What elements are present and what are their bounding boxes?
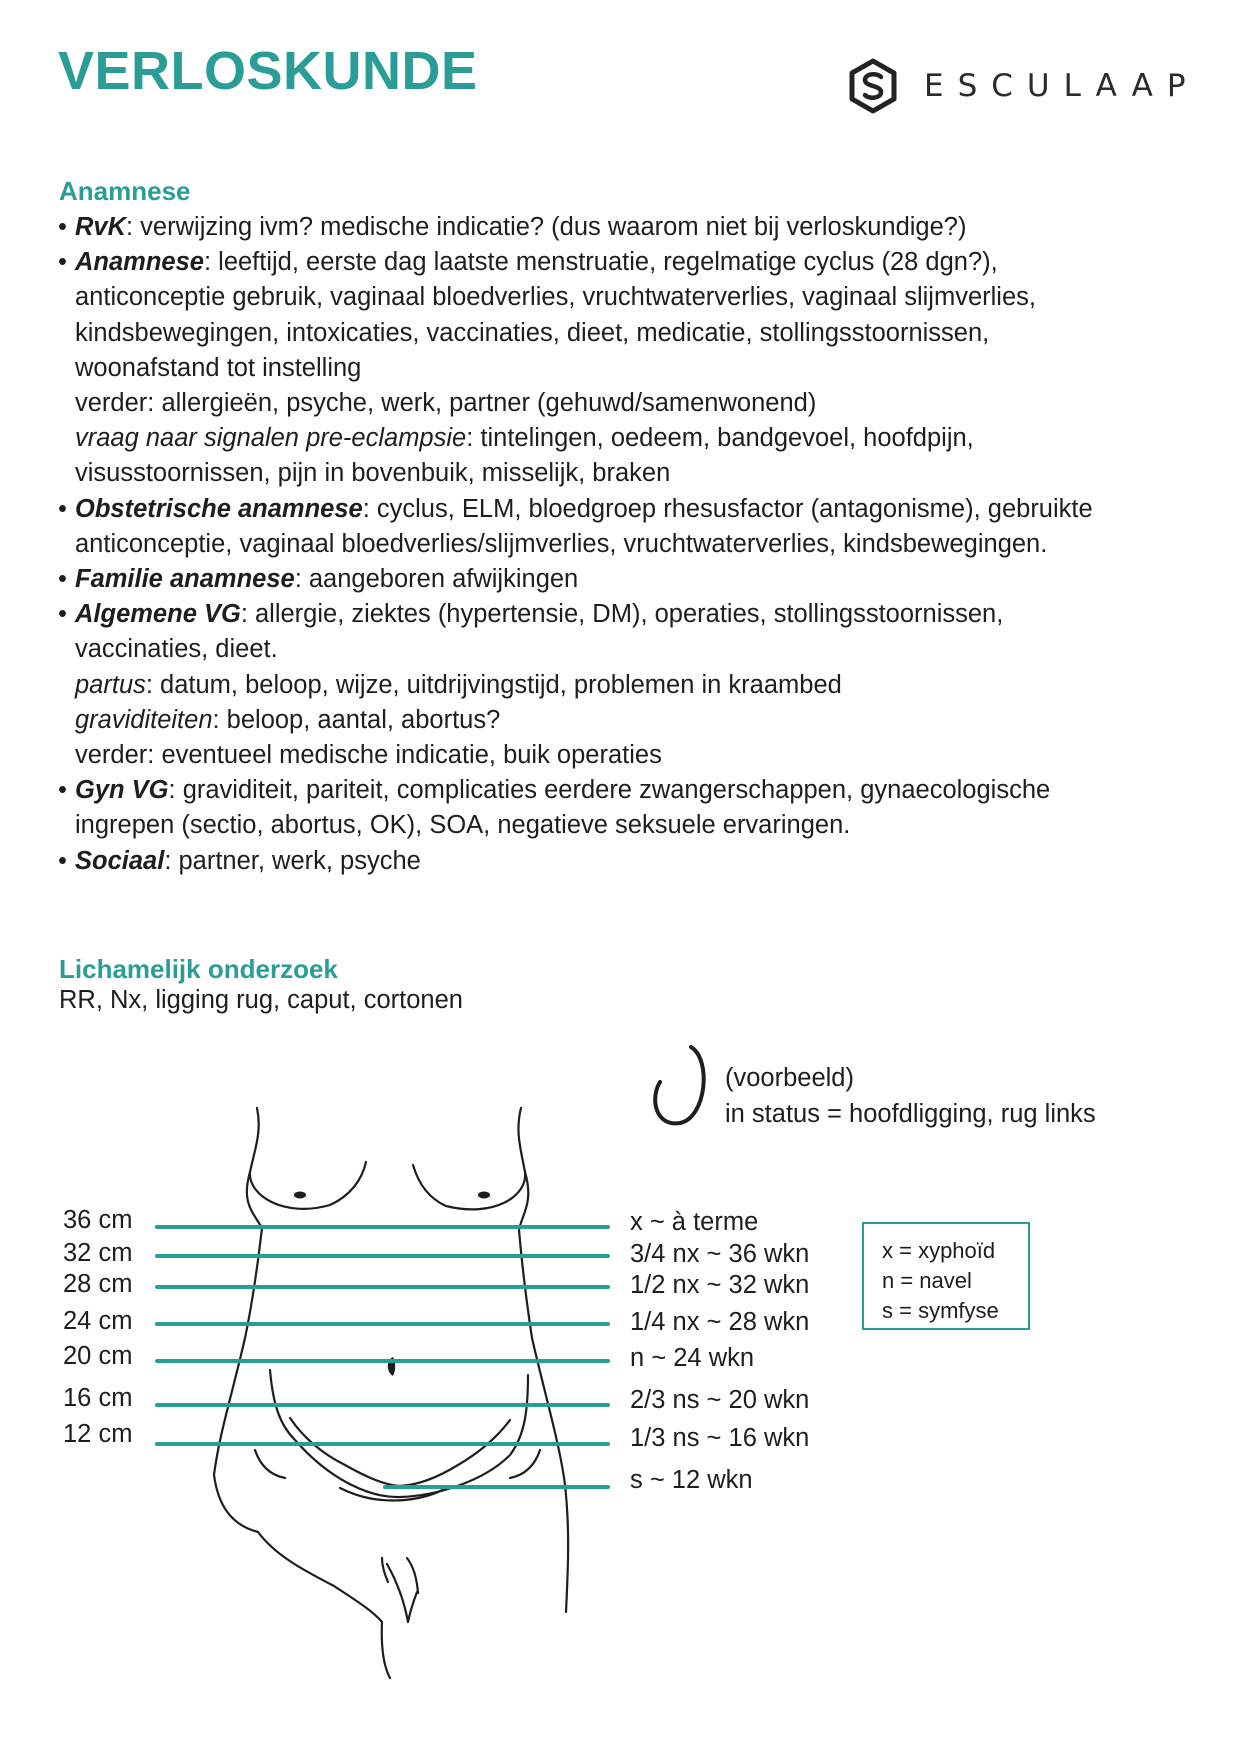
anamnese-subterm: graviditeiten bbox=[75, 705, 213, 734]
gestational-week-label: s ~ 12 wkn bbox=[630, 1466, 753, 1494]
anamnese-term: Sociaal bbox=[75, 846, 165, 875]
fundus-height-cm-label: 16 cm bbox=[63, 1384, 133, 1412]
abbreviation-legend bbox=[862, 1222, 1030, 1330]
anamnese-text: kindsbewegingen, intoxicaties, vaccinaties, dieet, medicatie, stollingsstoornissen, bbox=[75, 318, 990, 347]
anamnese-text: : aangeboren afwijkingen bbox=[294, 565, 579, 594]
fundus-height-cm-label: 28 cm bbox=[63, 1270, 133, 1298]
gestational-week-label: 2/3 ns ~ 20 wkn bbox=[630, 1386, 810, 1414]
section-heading-lichamelijk-onderzoek: Lichamelijk onderzoek bbox=[59, 954, 338, 984]
example-label: (voorbeeld) bbox=[725, 1064, 854, 1092]
gestational-week-label: 1/4 nx ~ 28 wkn bbox=[630, 1308, 810, 1336]
anamnese-text: : graviditeit, pariteit, complicaties eerdere zwangerschappen, gynaecologische bbox=[168, 776, 1051, 805]
gestational-week-label: 1/3 ns ~ 16 wkn bbox=[630, 1424, 810, 1452]
anamnese-text: : leeftijd, eerste dag laatste menstruatie, regelmatige cyclus (28 dgn?), bbox=[203, 248, 998, 277]
fundus-level-lines bbox=[157, 1227, 608, 1487]
gestational-week-label: 1/2 nx ~ 32 wkn bbox=[630, 1271, 810, 1299]
legend-item-xyphoid: x = xyphoïd bbox=[882, 1238, 996, 1263]
fundus-height-cm-label: 20 cm bbox=[63, 1342, 133, 1370]
legend-item-symfyse: s = symfyse bbox=[882, 1298, 999, 1323]
anamnese-text: : beloop, aantal, abortus? bbox=[212, 705, 501, 734]
anamnese-text: : tintelingen, oedeem, bandgevoel, hoofdpijn, bbox=[466, 424, 974, 453]
anamnese-text: : allergie, ziektes (hypertensie, DM), operaties, stollingsstoornissen, bbox=[240, 600, 1004, 629]
section-heading-anamnese: Anamnese bbox=[59, 176, 191, 206]
gestational-week-label: n ~ 24 wkn bbox=[630, 1344, 755, 1372]
example-description: in status = hoofdligging, rug links bbox=[725, 1100, 1096, 1128]
anamnese-subterm: partus bbox=[75, 670, 146, 699]
brand-name: ESCULAAP bbox=[924, 68, 1200, 104]
anamnese-text: anticonceptie gebruik, vaginaal bloedverlies, vruchtwaterverlies, vaginaal slijmverlies, bbox=[75, 283, 1036, 312]
anamnese-term: Gyn VG bbox=[75, 776, 169, 805]
anamnese-text: : cyclus, ELM, bloedgroep rhesusfactor (antagonisme), gebruikte bbox=[362, 494, 1093, 523]
fundus-height-cm-label: 12 cm bbox=[63, 1420, 133, 1448]
anamnese-text: visusstoornissen, pijn in bovenbuik, misselijk, braken bbox=[75, 459, 671, 488]
anamnese-text: : partner, werk, psyche bbox=[164, 846, 421, 875]
anamnese-text: : verwijzing ivm? medische indicatie? (dus waarom niet bij verloskundige?) bbox=[126, 213, 967, 241]
fundus-height-cm-label: 24 cm bbox=[63, 1307, 133, 1335]
anamnese-text: vaccinaties, dieet. bbox=[75, 635, 278, 664]
anamnese-term: Obstetrische anamnese bbox=[75, 494, 363, 523]
page-title: VERLOSKUNDE bbox=[58, 41, 478, 101]
anamnese-term: Familie anamnese bbox=[75, 565, 295, 594]
fundus-height-cm-label: 36 cm bbox=[63, 1206, 133, 1234]
exam-items-text: RR, Nx, ligging rug, caput, cortonen bbox=[59, 986, 463, 1014]
anamnese-text: : datum, beloop, wijze, uitdrijvingstijd, problemen in kraambed bbox=[145, 670, 842, 699]
left-nipple bbox=[294, 1192, 306, 1199]
anamnese-term: Algemene VG bbox=[75, 600, 241, 629]
anamnese-text: ingrepen (sectio, abortus, OK), SOA, negatieve seksuele ervaringen. bbox=[75, 811, 851, 840]
fetal-position-symbol-icon bbox=[655, 1047, 704, 1123]
anamnese-text: woonafstand tot instelling bbox=[75, 353, 362, 382]
anamnese-subterm: vraag naar signalen pre-eclampsie bbox=[75, 424, 467, 453]
example-legend bbox=[725, 1060, 1096, 1132]
anamnese-term: RvK bbox=[75, 213, 127, 241]
gestational-week-label: 3/4 nx ~ 36 wkn bbox=[630, 1240, 810, 1268]
anamnese-text: verder: eventueel medische indicatie, buik operaties bbox=[75, 741, 662, 770]
right-nipple bbox=[478, 1192, 490, 1199]
anamnese-text: anticonceptie, vaginaal bloedverlies/slijmverlies, vruchtwaterverlies, kindsbewegingen. bbox=[75, 529, 1048, 558]
fundus-height-cm-label: 32 cm bbox=[63, 1239, 133, 1267]
anamnese-text: verder: allergieën, psyche, werk, partner (gehuwd/samenwonend) bbox=[75, 389, 817, 418]
anamnese-term: Anamnese bbox=[75, 248, 204, 277]
gestational-week-label: x ~ à terme bbox=[630, 1208, 759, 1236]
legend-item-navel: n = navel bbox=[882, 1268, 972, 1293]
torso-outline bbox=[214, 1108, 568, 1678]
